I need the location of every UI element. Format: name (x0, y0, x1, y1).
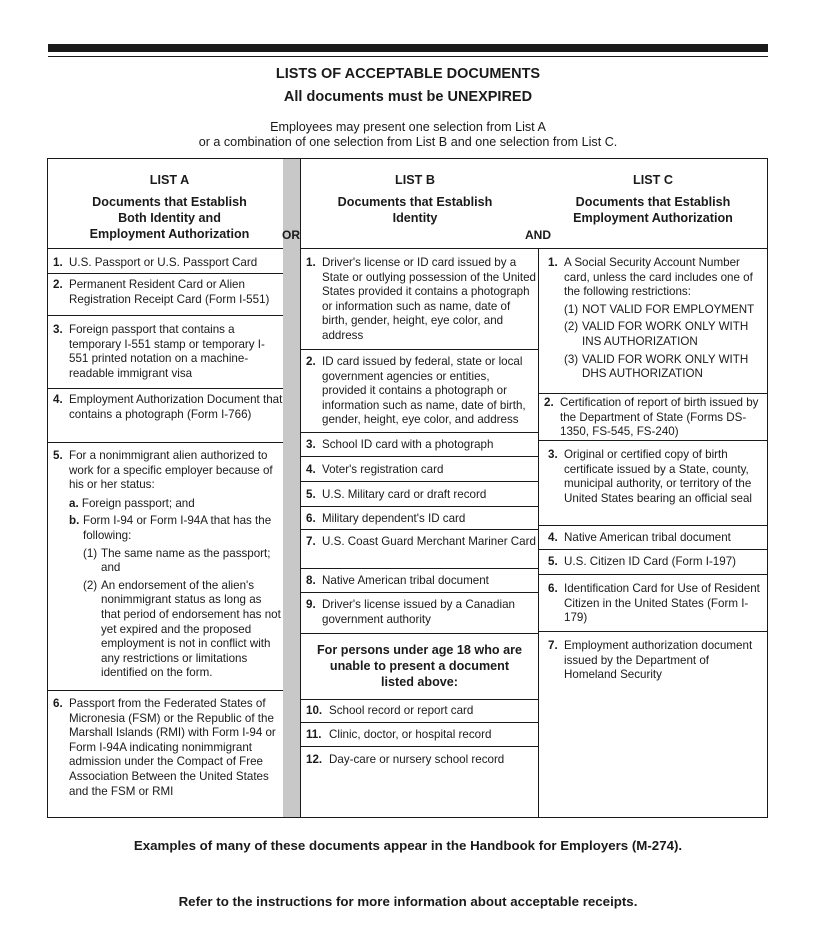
divider-c (538, 249, 539, 817)
list-b-item-4 (301, 463, 537, 478)
list-b-item-5 (301, 488, 537, 503)
item-number: 5. (53, 449, 63, 462)
list-b-subtitle-1: Documents that Establish (337, 195, 493, 209)
rule (301, 568, 538, 569)
list-c-item-4 (543, 531, 765, 546)
item-text: Driver's license or ID card issued by a State or outlying possession of the United States provided it contains a photograph or information such as name, date of birth, gender, height, eye color, and address (322, 256, 536, 342)
list-c-item-3 (543, 448, 765, 506)
item-text: U.S. Citizen ID Card (Form I-197) (564, 555, 737, 568)
item-number: 4. (53, 393, 63, 406)
rule (48, 690, 283, 691)
item-text: U.S. Passport or U.S. Passport Card (69, 256, 258, 269)
item-number: 6. (306, 512, 316, 525)
paren-label: (1) (83, 546, 98, 560)
list-a-item-6 (48, 697, 283, 799)
item-number: 3. (53, 323, 63, 336)
list-b-item-8 (301, 574, 537, 589)
item-text: School record or report card (329, 704, 474, 717)
rule (539, 525, 767, 526)
list-a-header-rule (48, 248, 283, 249)
list-c-item-6 (543, 582, 765, 626)
or-separator: OR (282, 228, 300, 242)
rule (301, 349, 538, 350)
item-number: 2. (306, 355, 316, 368)
rule (539, 440, 767, 441)
item-number: 6. (548, 582, 558, 595)
item-text: Employment Authorization Document that contains a photograph (Form I-766) (69, 393, 283, 421)
list-a-subtitle-2: Both Identity and (118, 211, 221, 225)
rule (48, 273, 283, 274)
handbook-note: Examples of many of these documents appear in the Handbook for Employers (M-274). (133, 838, 683, 853)
item-text: Native American tribal document (322, 574, 489, 587)
intro-line-2: or a combination of one selection from List B and one selection from List C. (198, 135, 618, 149)
paren-text: VALID FOR WORK ONLY WITH INS AUTHORIZATION (582, 320, 749, 348)
receipts-note: Refer to the instructions for more information about acceptable receipts. (178, 894, 638, 909)
header-rule-thick (48, 44, 768, 52)
list-c-item-5 (543, 555, 765, 570)
item-number: 4. (548, 531, 558, 544)
item-text: Native American tribal document (564, 531, 731, 544)
list-a-subtitle-3: Employment Authorization (89, 227, 250, 241)
list-a-header (48, 172, 291, 242)
list-c-header (539, 172, 767, 226)
item-text: A Social Security Account Number card, unless the card includes one of the following restrictions: (564, 256, 753, 299)
item-5b (69, 514, 283, 543)
list-b-item-6 (301, 512, 537, 527)
list-c-subtitle-1: Documents that Establish (575, 195, 731, 209)
item-number: 1. (548, 256, 558, 269)
list-a-item-1 (48, 256, 283, 271)
rule (301, 699, 538, 700)
item-number: 5. (548, 555, 558, 568)
item-number: 9. (306, 598, 316, 611)
item-text: Identification Card for Use of Resident Citizen in the United States (Form I-179) (564, 582, 760, 625)
item-text: Driver's license issued by a Canadian government authority (322, 598, 515, 626)
list-c-subtitle-2: Employment Authorization (573, 211, 733, 225)
paren-label: (3) (564, 352, 579, 366)
item-number: 7. (306, 535, 316, 548)
rule (301, 456, 538, 457)
rule (539, 549, 767, 550)
sub-label: a. (69, 496, 79, 510)
minor-persons-heading (301, 642, 538, 690)
paren-label: (1) (564, 302, 579, 316)
item-text: U.S. Military card or draft record (322, 488, 487, 501)
rule (48, 388, 283, 389)
rule (539, 393, 767, 394)
item-text: Employment authorization document issued by the Department of Homeland Security (564, 639, 753, 682)
list-b-item-7 (301, 535, 537, 550)
list-b-item-1 (301, 256, 537, 344)
rule (301, 506, 538, 507)
item-number: 11. (306, 728, 322, 741)
paren-text: An endorsement of the alien's nonimmigrant status as long as that period of endorsement has not yet expired and the proposed employment is not in conflict with any restrictions or limitations identified on the form. (101, 578, 281, 680)
list-a-item-3 (48, 323, 283, 381)
restriction-3 (564, 353, 765, 382)
rule (539, 574, 767, 575)
item-text: Clinic, doctor, or hospital record (329, 728, 492, 741)
item-5a (69, 497, 283, 512)
paren-label: (2) (564, 320, 579, 334)
item-text: Original or certified copy of birth certificate issued by a State, county, municipal authority, or territory of the United States bearing an official seal (564, 448, 752, 505)
restriction-1 (564, 303, 765, 318)
header-rule-thin (48, 56, 768, 57)
item-5b-2 (83, 579, 283, 681)
list-b-item-9 (301, 598, 537, 627)
item-text: ID card issued by federal, state or local government agencies or entities, provided it contains a photograph or information such as name, date of birth, gender, height, eye color, and address (322, 355, 526, 427)
sub-text: Form I-94 or Form I-94A that has the following: (83, 514, 272, 542)
sub-text: Foreign passport; and (81, 496, 195, 510)
item-text: Passport from the Federated States of Micronesia (FSM) or the Republic of the Marshall Islands (RMI) with Form I-94 or Form I-94A indicating nonimmigrant admission under the Compact of Free Association Between the United States and the FSM or RMI (69, 697, 276, 798)
list-b-item-11 (301, 728, 537, 743)
paren-text: NOT VALID FOR EMPLOYMENT (582, 302, 755, 316)
restriction-2 (564, 320, 765, 349)
list-c-item-7 (543, 639, 765, 683)
list-a-item-4 (48, 393, 283, 422)
item-text: For a nonimmigrant alien authorized to work for a specific employer because of his or her status: (69, 449, 273, 492)
list-b-item-10 (301, 704, 537, 719)
rule (301, 592, 538, 593)
page-title: LISTS OF ACCEPTABLE DOCUMENTS (275, 66, 541, 82)
item-text: Permanent Resident Card or Alien Registration Receipt Card (Form I-551) (69, 278, 270, 306)
list-c-item-2 (539, 396, 765, 440)
minor-heading-line-1: For persons under age 18 who are (316, 643, 523, 657)
rule (301, 633, 538, 634)
rule (48, 442, 283, 443)
rule (48, 315, 283, 316)
item-number: 8. (306, 574, 316, 587)
intro-line-1: Employees may present one selection from List A (270, 120, 546, 134)
list-a-title: LIST A (149, 173, 190, 187)
item-text: Foreign passport that contains a temporary I-551 stamp or temporary I-551 printed notation on a machine-readable immigrant visa (69, 323, 265, 380)
list-b-title: LIST B (395, 173, 435, 187)
item-number: 2. (544, 396, 554, 409)
item-number: 3. (306, 438, 316, 451)
page-subtitle: All documents must be UNEXPIRED (283, 89, 533, 105)
list-b-subtitle-2: Identity (392, 211, 438, 225)
list-c-item-1 (543, 256, 765, 382)
rule (539, 631, 767, 632)
item-number: 4. (306, 463, 316, 476)
rule (301, 722, 538, 723)
minor-heading-line-2: unable to present a document (329, 659, 510, 673)
item-number: 6. (53, 697, 63, 710)
list-a-item-2 (48, 278, 283, 307)
paren-text: The same name as the passport; and (101, 546, 271, 575)
list-a-subtitle-1: Documents that Establish (92, 195, 247, 209)
sub-label: b. (69, 514, 80, 528)
rule (301, 432, 538, 433)
item-number: 1. (53, 256, 63, 269)
item-text: Military dependent's ID card (322, 512, 466, 525)
item-number: 3. (548, 448, 558, 461)
list-bc-header-rule (301, 248, 767, 249)
list-b-item-2 (301, 355, 537, 428)
minor-heading-line-3: listed above: (381, 675, 458, 689)
rule (301, 529, 538, 530)
paren-label: (2) (83, 578, 98, 592)
list-a-item-5 (48, 449, 283, 681)
rule (301, 746, 538, 747)
item-number: 7. (548, 639, 558, 652)
item-number: 2. (53, 278, 63, 291)
list-b-item-12 (301, 753, 537, 768)
list-b-header (301, 172, 529, 226)
item-text: Voter's registration card (322, 463, 444, 476)
item-number: 1. (306, 256, 316, 269)
item-5b-1 (83, 547, 283, 576)
item-number: 5. (306, 488, 316, 501)
item-number: 10. (306, 704, 323, 717)
rule (301, 481, 538, 482)
item-text: Day-care or nursery school record (329, 753, 505, 766)
item-number: 12. (306, 753, 323, 766)
and-separator: AND (525, 228, 551, 242)
paren-text: VALID FOR WORK ONLY WITH DHS AUTHORIZATION (582, 352, 749, 381)
item-text: Certification of report of birth issued by the Department of State (Forms DS-1350, FS-545, FS-240) (560, 396, 759, 439)
list-b-item-3 (301, 438, 537, 453)
item-text: U.S. Coast Guard Merchant Mariner Card (322, 535, 536, 548)
list-c-title: LIST C (633, 173, 673, 187)
item-text: School ID card with a photograph (322, 438, 494, 451)
or-divider-band (283, 159, 301, 817)
